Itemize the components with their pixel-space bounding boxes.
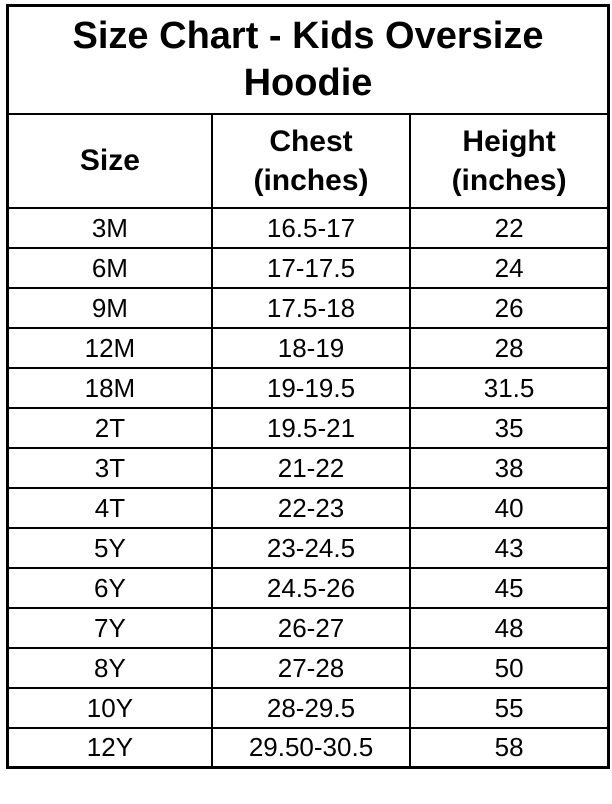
height-cell: 48 — [410, 608, 608, 648]
table-row — [8, 528, 609, 568]
size-cell: 3T — [8, 448, 212, 488]
height-cell: 58 — [410, 728, 608, 768]
chest-cell: 24.5-26 — [212, 568, 410, 608]
table-row — [8, 248, 609, 288]
height-cell: 31.5 — [410, 368, 608, 408]
height-cell: 28 — [410, 328, 608, 368]
chest-cell: 26-27 — [212, 608, 410, 648]
table-row — [8, 288, 609, 328]
table-row — [8, 608, 609, 648]
column-header-size-label: Size — [79, 144, 140, 177]
table-row — [8, 568, 609, 608]
chest-cell: 28-29.5 — [212, 688, 410, 728]
chest-cell: 23-24.5 — [212, 528, 410, 568]
size-chart-table — [6, 4, 610, 769]
size-cell: 8Y — [8, 648, 212, 688]
chest-cell: 17-17.5 — [212, 248, 410, 288]
table-row — [8, 368, 609, 408]
chest-cell: 18-19 — [212, 328, 410, 368]
size-cell: 18M — [8, 368, 212, 408]
height-cell: 40 — [410, 488, 608, 528]
chest-cell: 17.5-18 — [212, 288, 410, 328]
chest-cell: 22-23 — [212, 488, 410, 528]
table-row — [8, 328, 609, 368]
table-row — [8, 648, 609, 688]
size-cell: 4T — [8, 488, 212, 528]
size-cell: 6M — [8, 248, 212, 288]
size-cell: 9M — [8, 288, 212, 328]
table-row — [8, 728, 609, 768]
chest-cell: 19-19.5 — [212, 368, 410, 408]
size-cell: 12Y — [8, 728, 212, 768]
height-cell: 22 — [410, 208, 608, 248]
column-header-height — [410, 114, 608, 208]
height-cell: 55 — [410, 688, 608, 728]
header-row — [8, 114, 609, 208]
table-row — [8, 448, 609, 488]
chest-cell: 21-22 — [212, 448, 410, 488]
size-cell: 7Y — [8, 608, 212, 648]
table-row — [8, 408, 609, 448]
chest-cell: 16.5-17 — [212, 208, 410, 248]
chest-cell: 19.5-21 — [212, 408, 410, 448]
size-cell: 3M — [8, 208, 212, 248]
page-title — [8, 6, 609, 114]
height-cell: 24 — [410, 248, 608, 288]
column-header-chest — [212, 114, 410, 208]
column-header-size — [8, 114, 212, 208]
height-cell: 45 — [410, 568, 608, 608]
page-title-line-2: Hoodie — [243, 61, 373, 104]
column-header-chest-unit: (inches) — [253, 163, 369, 197]
height-cell: 35 — [410, 408, 608, 448]
page-title-line-1: Size Chart - Kids Oversize — [72, 15, 544, 58]
size-cell: 2T — [8, 408, 212, 448]
chest-cell: 29.50-30.5 — [212, 728, 410, 768]
column-header-chest-label: Chest — [269, 124, 353, 158]
table-row — [8, 208, 609, 248]
column-header-height-label: Height — [462, 124, 556, 158]
title-row — [8, 6, 609, 114]
size-cell: 10Y — [8, 688, 212, 728]
height-cell: 50 — [410, 648, 608, 688]
chest-cell: 27-28 — [212, 648, 410, 688]
table-row — [8, 488, 609, 528]
column-header-height-unit: (inches) — [451, 163, 567, 197]
size-cell: 6Y — [8, 568, 212, 608]
height-cell: 38 — [410, 448, 608, 488]
size-cell: 12M — [8, 328, 212, 368]
table-row — [8, 688, 609, 728]
size-cell: 5Y — [8, 528, 212, 568]
height-cell: 26 — [410, 288, 608, 328]
height-cell: 43 — [410, 528, 608, 568]
